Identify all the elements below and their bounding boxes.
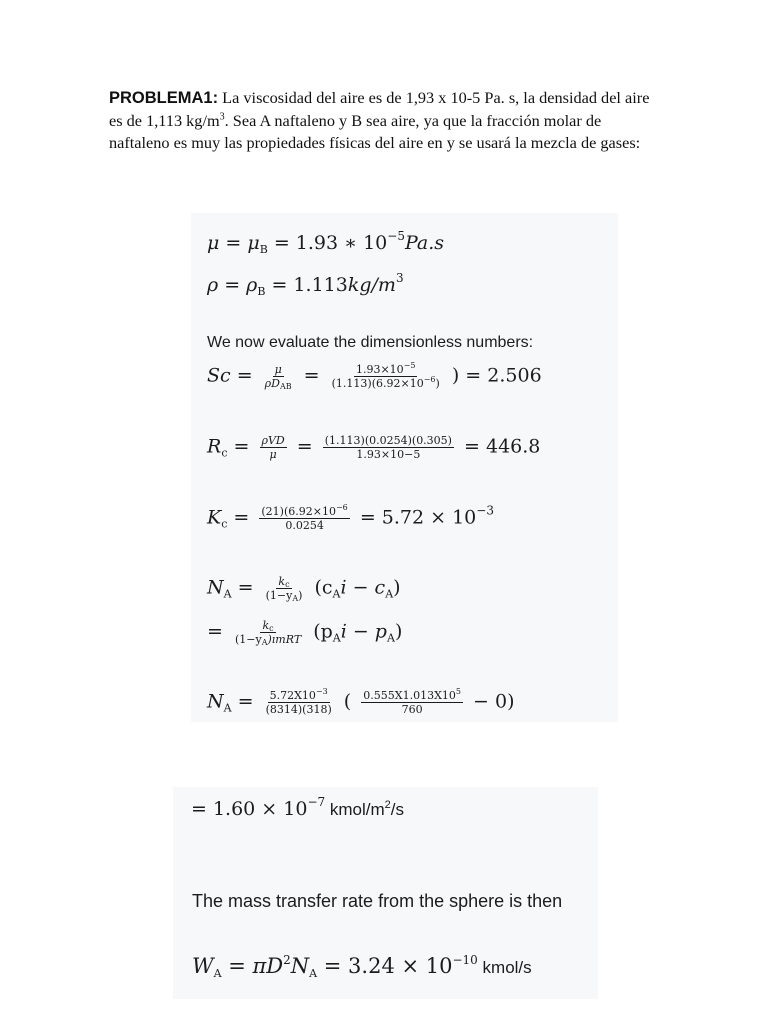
eq-density: $\rho = \rho_B = 1.113kg/m^3$ bbox=[207, 271, 404, 298]
problem-text-2: . Sea A naftaleno y B sea aire, ya que la fracción molar de naftaleno es muy las propiedades físicas del aire en y se usará la mezcla de gases: bbox=[109, 110, 641, 152]
eq-flux-3: $N_A$ = $\frac{5.72X10^{-3}}{(8314)(318)}$ ( $\frac{0.555X1.013X10^5}{760}$ − 0) bbox=[207, 687, 515, 716]
eq-schmidt: Sc = $\frac{\mu}{\rho D_{AB}}$ = $\frac{1.93\times 10^{-5}}{(1.113)(6.92\times 10^{-6})}$ ) = 2.506 bbox=[207, 361, 542, 391]
equations-image-1 bbox=[191, 213, 618, 722]
eq-flux-2: = $\frac{k_c}{(1-y_A)ımRT}$ $(p_Ai - p_A)$ bbox=[207, 619, 403, 647]
mass-transfer-text: The mass transfer rate from the sphere is then bbox=[192, 891, 563, 911]
equations-image-2 bbox=[173, 787, 598, 999]
eq-viscosity: $\mu = \mu_B = 1.93$ ∗ $10^{-5}Pa.s$ bbox=[207, 229, 445, 256]
eq-flux-result: = $1.60 \times 10^{-7}$ kmol/$m^2/s$ bbox=[191, 795, 405, 820]
eq-reynolds: $R_c$ = $\frac{\text{ρVD}}{\mu}$ = $\frac{(1.113)(0.0254)(0.305)}{1.93\times 10-5}$ = 446.8 bbox=[207, 434, 541, 461]
problem-sup: 3 bbox=[219, 111, 225, 123]
problem-paragraph bbox=[109, 87, 659, 155]
problem-title: PROBLEMA1: bbox=[109, 89, 219, 107]
eq-kc: $K_c$ = $\frac{(21)(6.92\times 10^{-6}}{0.0254}$ = $5.72 \times 10^{-3}$ bbox=[207, 503, 494, 532]
eq-flux-1: $N_A$ = $\frac{k_c}{(1-y_A)}$ $(c_Ai - c_A)$ bbox=[207, 575, 401, 603]
problem-text-1: La viscosidad del aire es de 1,93 x 10-5 Pa. s, la densidad del aire es de 1,113 kg/m bbox=[109, 88, 650, 130]
eq-mass-transfer-rate: $W_A = \pi D^2N_A = 3.24 \times 10^{-10}$ kmol/s bbox=[192, 953, 532, 980]
intro-text: We now evaluate the dimensionless numbers: bbox=[207, 334, 534, 351]
